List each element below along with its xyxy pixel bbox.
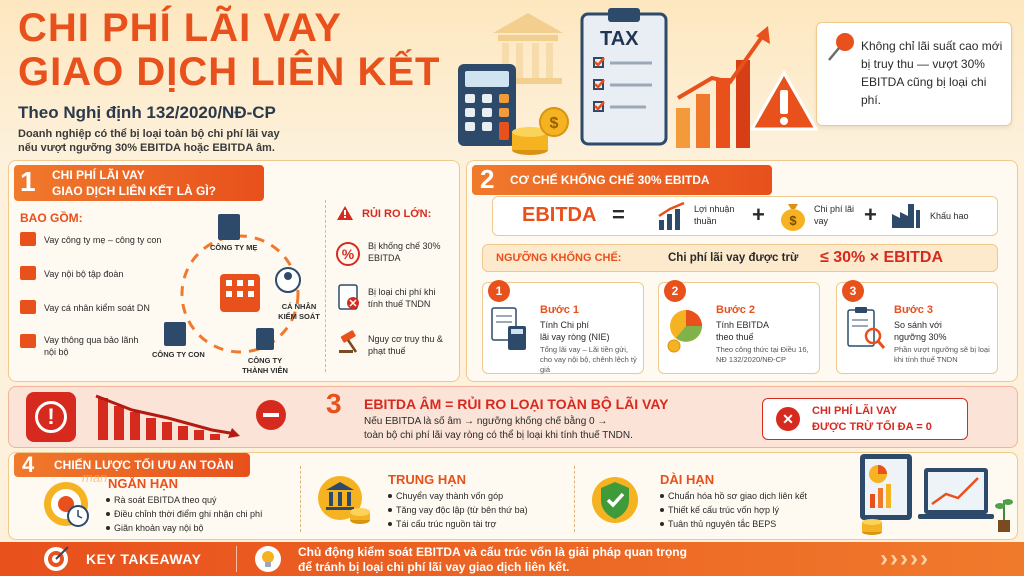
step-note: Theo công thức tại Điều 16, NĐ 132/2020/NĐ-CP — [716, 345, 809, 364]
column-item: Tái cấu trúc nguồn tài trợ — [396, 519, 497, 529]
watermark-text: man — [82, 470, 108, 485]
footer-divider — [236, 546, 237, 572]
column-item: Rà soát EBITDA theo quý — [114, 495, 217, 505]
warning-triangle-icon — [750, 70, 818, 132]
column-title: NGẮN HẠN — [108, 476, 179, 491]
formula-term3: Khấu hao — [930, 211, 969, 221]
warning-icon — [336, 205, 354, 221]
bullet — [106, 526, 110, 530]
bullet — [388, 494, 392, 498]
section1-title-line1: CHI PHÍ LÃI VAY — [52, 168, 145, 182]
chevrons-icon: ››››› — [880, 545, 930, 572]
document-x-icon — [338, 284, 360, 310]
subtitle: Theo Nghị định 132/2020/NĐ-CP — [18, 103, 276, 122]
column-item: Chuẩn hóa hồ sơ giao dịch liên kết — [668, 491, 807, 501]
person-icon — [20, 300, 36, 314]
section1-divider — [325, 200, 326, 372]
threshold-text: Chi phí lãi vay được trừ — [668, 252, 799, 264]
note-text: Không chỉ lãi suất cao mới bị truy thu — vượt 30% EBITDA cũng bị loại chi phí. — [861, 39, 1003, 107]
formula-term2: Chi phí lãi vay — [814, 204, 855, 226]
column-item: Thiết kế cấu trúc vốn hợp lý — [668, 505, 779, 515]
step-title: Bước 1 — [540, 304, 580, 316]
column-title: DÀI HẠN — [660, 472, 715, 487]
alert-circle: ! — [35, 401, 67, 433]
relationship-diagram — [160, 204, 320, 374]
desc-line1: Doanh nghiệp có thể bị loại toàn bộ chi phí lãi vay — [18, 128, 280, 140]
step-note: Phần vượt ngưỡng sẽ bị loại khi tính thuế TNDN — [894, 345, 990, 364]
section2-title: CƠ CHẾ KHỐNG CHẾ 30% EBITDA — [510, 173, 710, 187]
column-item: Chuyển vay thành vốn góp — [396, 491, 504, 501]
risk-item: Bị khống chế 30% EBITDA — [368, 241, 441, 263]
header — [0, 0, 1024, 160]
threshold-label: NGƯỠNG KHỐNG CHẾ: — [496, 252, 622, 264]
risk-label: RỦI RO LỚN: — [362, 208, 432, 220]
column-item: Điều chỉnh thời điểm ghi nhận chi phí — [114, 509, 263, 519]
step-number: 3 — [842, 280, 864, 302]
step-line2: theo thuế — [716, 332, 754, 342]
step-number: 1 — [488, 280, 510, 302]
column-divider — [574, 466, 575, 532]
footer-label: KEY TAKEAWAY — [86, 551, 202, 567]
node-subsidiary: CÔNG TY CON — [152, 350, 205, 359]
tax-label: TAX — [600, 28, 639, 50]
column-item: Tăng vay độc lập (từ bên thứ ba) — [396, 505, 528, 515]
alert-icon — [26, 392, 76, 442]
percent-icon: % — [336, 242, 360, 266]
bullet — [106, 498, 110, 502]
list-item-label: Vay nội bộ tập đoàn — [44, 269, 124, 279]
node-controller: CÁ NHÂN KIỂM SOÁT — [278, 302, 320, 321]
section3-title: EBITDA ÂM = RỦI RO LOẠI TOÀN BỘ LÃI VAY — [364, 396, 669, 412]
bank-coins-icon — [316, 474, 372, 528]
step-line2: ngưỡng 30% — [894, 332, 947, 342]
section1-title-line2: GIAO DỊCH LIÊN KẾT LÀ GÌ? — [52, 184, 216, 198]
footer-line1: Chủ động kiểm soát EBITDA và cấu trúc vốn là giải pháp quan trọng — [298, 545, 687, 559]
formula-term1: Lợi nhuận thuần — [694, 204, 735, 226]
step-title: Bước 3 — [894, 304, 934, 316]
falling-chart-icon — [92, 392, 242, 444]
bullet — [660, 494, 664, 498]
tax-clipboard-icon — [580, 6, 668, 146]
column-item: Giãn khoản vay nội bộ — [114, 523, 204, 533]
title-line2: GIAO DỊCH LIÊN KẾT — [18, 50, 441, 94]
pie-chart-icon — [664, 306, 708, 354]
note-box — [816, 22, 1012, 126]
column-title: TRUNG HẠN — [388, 472, 466, 487]
clipboard-magnifier-icon — [846, 306, 886, 352]
target-clock-icon — [40, 478, 92, 530]
group-icon — [20, 266, 36, 280]
section3-line2: toàn bộ chi phí lãi vay ròng có thể bị loại khi tính thuế TNDN. — [364, 430, 633, 441]
formula-plus1: + — [752, 202, 765, 227]
shield-icon — [20, 334, 36, 348]
list-item-label: Vay thông qua bảo lãnh nội bộ — [44, 335, 139, 357]
money-bag-icon — [778, 198, 808, 232]
step-line1: So sánh với — [894, 320, 942, 330]
zero-box-line1: CHI PHÍ LÃI VAY — [812, 405, 897, 417]
section1-number: 1 — [20, 166, 36, 197]
bullet — [106, 512, 110, 516]
factory-icon — [890, 200, 922, 230]
zero-box-line2: ĐƯỢC TRỪ TỐI ĐA = 0 — [812, 421, 932, 433]
step-number: 2 — [664, 280, 686, 302]
dashboard-illustration — [856, 450, 1016, 538]
handshake-icon — [20, 232, 36, 246]
svg-text:$: $ — [549, 115, 559, 132]
step-line1: Tính Chi phí — [540, 320, 590, 330]
section3-number: 3 — [326, 388, 342, 419]
title-line1: CHI PHÍ LÃI VAY — [18, 6, 342, 50]
node-parent: CÔNG TY MẸ — [210, 243, 258, 252]
step-line2: lãi vay ròng (NIE) — [540, 332, 610, 342]
formula-plus2: + — [864, 202, 877, 227]
step-note: Tổng lãi vay – Lãi tiền gửi, cho vay nội bộ, chênh lệch tỷ giá — [540, 345, 637, 374]
pushpin-icon — [825, 29, 859, 63]
bullet — [388, 508, 392, 512]
list-item-label: Vay công ty mẹ – công ty con — [44, 235, 162, 245]
minus-bar — [263, 413, 279, 417]
footer-line2: để tránh bị loại chi phí lãi vay giao dịch liên kết. — [298, 560, 570, 574]
formula-equals: = — [612, 202, 625, 227]
section4-number: 4 — [22, 452, 35, 477]
section2-number: 2 — [480, 164, 495, 194]
column-item: Tuân thủ nguyên tắc BEPS — [668, 519, 777, 529]
include-label: BAO GỒM: — [20, 211, 83, 225]
column-divider — [300, 466, 301, 532]
step-title: Bước 2 — [716, 304, 756, 316]
section3-line1: Nếu EBITDA là số âm → ngưỡng khống chế bằng 0 → — [364, 416, 608, 427]
risk-item: Nguy cơ truy thu & phạt thuế — [368, 334, 443, 356]
coins-icon — [508, 104, 570, 158]
list-item-label: Vay cá nhân kiểm soát DN — [44, 303, 150, 313]
growth-chart-icon — [656, 200, 688, 232]
shield-check-icon — [590, 474, 640, 526]
step-line1: Tính EBITDA — [716, 320, 770, 330]
svg-text:$: $ — [789, 213, 797, 228]
bullet — [388, 522, 392, 526]
invoice-calculator-icon — [490, 306, 530, 352]
node-member: CÔNG TY THÀNH VIÊN — [242, 356, 288, 375]
x-circle-icon: ✕ — [776, 407, 800, 431]
formula-lhs: EBITDA — [522, 204, 597, 226]
bullet — [660, 508, 664, 512]
bullet — [660, 522, 664, 526]
threshold-value: ≤ 30% × EBITDA — [820, 249, 944, 266]
desc-line2: nếu vượt ngưỡng 30% EBITDA hoặc EBITDA âm. — [18, 142, 275, 154]
minus-icon — [256, 400, 286, 430]
risk-item: Bị loại chi phí khi tính thuế TNDN — [368, 287, 436, 309]
section4-title: CHIẾN LƯỢC TỐI ƯU AN TOÀN — [54, 458, 234, 472]
gavel-icon — [338, 330, 360, 354]
lightbulb-icon — [254, 545, 282, 573]
target-icon — [42, 545, 70, 573]
